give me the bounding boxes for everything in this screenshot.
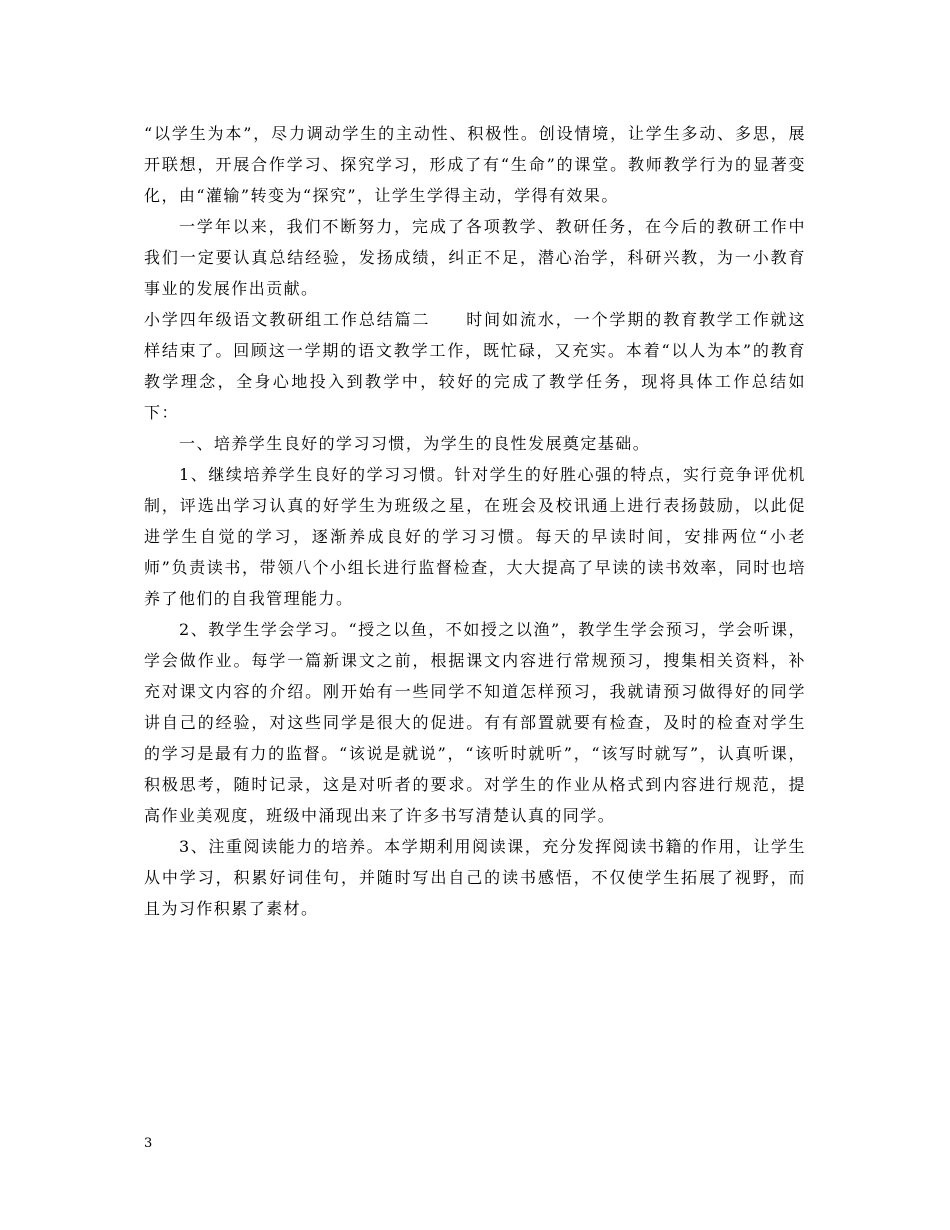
paragraph-2: 一学年以来，我们不断努力，完成了各项教学、教研任务，在今后的教研工作中我们一定要认真总结经验，发扬成绩，纠正不足，潜心治学，科研兴教，为一小教育事业的发展作出贡献。 (144, 217, 806, 298)
paragraph-7: 3、注重阅读能力的培养。本学期利用阅读课，充分发挥阅读书籍的作用，让学生从中学习，积累好词佳句，并随时写出自己的读书感悟，不仅使学生拓展了视野，而且为习作积累了素材。 (144, 837, 806, 918)
paragraph-6: 2、教学生学会学习。“授之以鱼，不如授之以渔”，教学生学会预习，学会听课，学会做作业。每学一篇新课文之前，根据课文内容进行常规预习，搜集相关资料，补充对课文内容的介绍。刚开始有一些同学不知道怎样预习，我就请预习做得好的同学讲自己的经验，对这些同学是很大的促进。有有部置就要有检查，及时的检查对学生的学习是最有力的监督。“该说是就说”，“该听时就听”，“该写时就写”，认真听课，积极思考，随时记录，这是对听者的要求。对学生的作业从格式到内容进行规范，提高作业美观度，班级中涌现出来了许多书写清楚认真的同学。 (144, 620, 806, 825)
paragraph-5: 1、继续培养学生良好的学习习惯。针对学生的好胜心强的特点，实行竞争评优机制，评选出学习认真的好学生为班级之星，在班会及校讯通上进行表扬鼓励，以此促进学生自觉的学习，逐渐养成良好的学习习惯。每天的早读时间，安排两位“小老师”负责读书，带领八个小组长进行监督检查，大大提高了早读的读书效率，同时也培养了他们的自我管理能力。 (144, 465, 806, 608)
paragraph-1: “以学生为本”，尽力调动学生的主动性、积极性。创设情境，让学生多动、多思，展开联想，开展合作学习、探究学习，形成了有“生命”的课堂。教师教学行为的显著变化，由“灌输”转变为“探究”，让学生学得主动，学得有效果。 (144, 124, 806, 205)
document-body (144, 118, 806, 924)
page-number: 3 (144, 1136, 153, 1151)
paragraph-4: 一、培养学生良好的学习习惯，为学生的良性发展奠定基础。 (179, 434, 651, 453)
paragraph-3-section-heading: 小学四年级语文教研组工作总结篇二 时间如流水，一个学期的教育教学工作就这样结束了。回顾这一学期的语文教学工作，既忙碌，又充实。本着“以人为本”的教育教学理念，全身心地投入到教学中，较好的完成了教学任务，现将具体工作总结如下： (144, 310, 806, 422)
